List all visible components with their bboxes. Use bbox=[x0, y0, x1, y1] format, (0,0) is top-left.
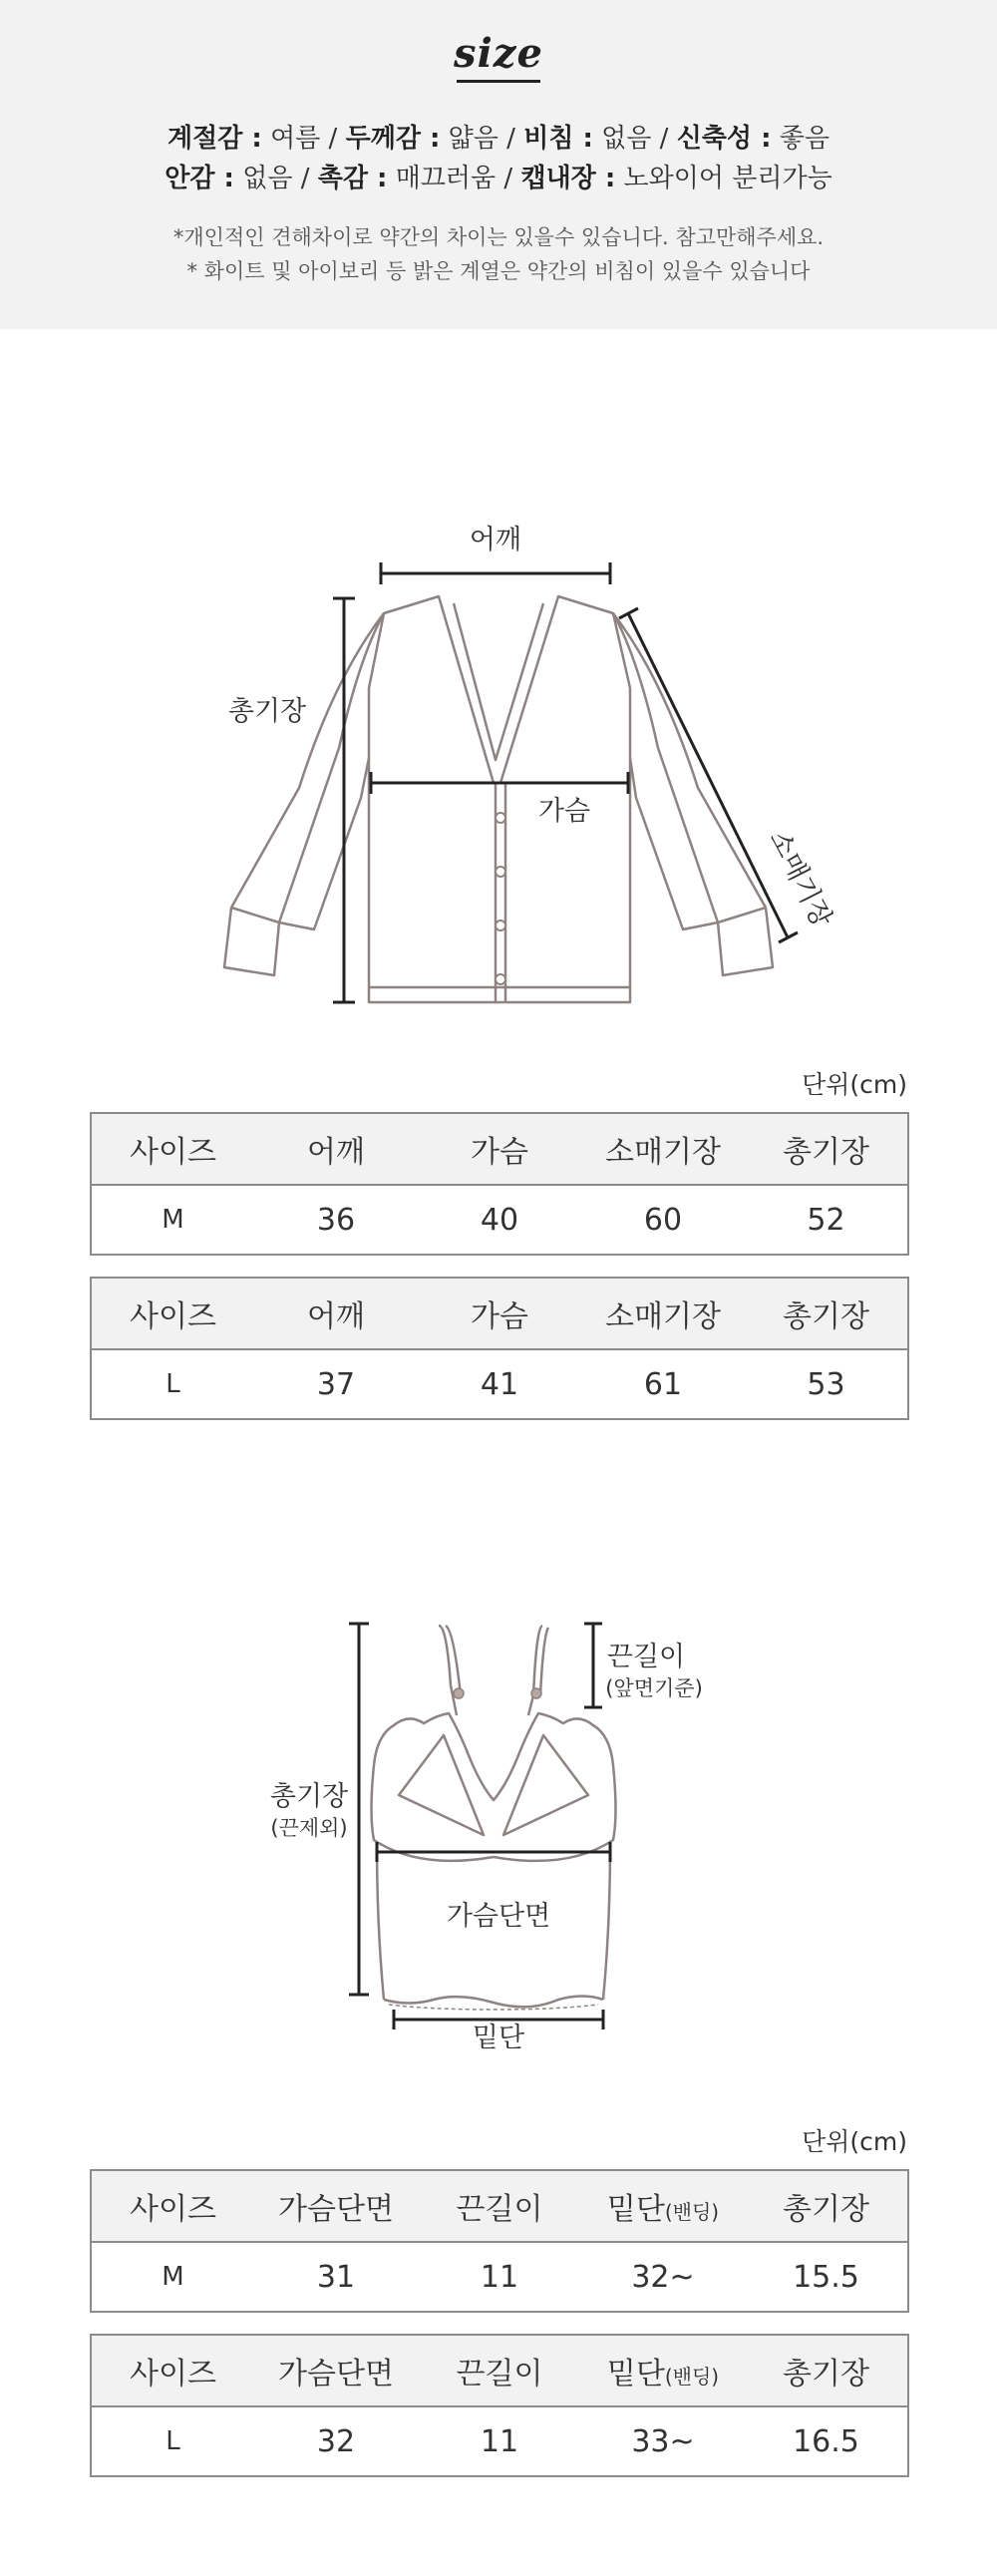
prop-lining-value: 없음 bbox=[242, 164, 293, 193]
cell-chest: 32 bbox=[254, 2406, 418, 2476]
label-cami-total: 총기장 bbox=[269, 1781, 349, 1812]
header-chest: 가슴 bbox=[418, 1278, 581, 1349]
properties-line-2: 안감 : 없음 / 촉감 : 매끄러움 / 캡내장 : 노와이어 분리가능 bbox=[165, 164, 832, 193]
prop-touch-key: 촉감 : bbox=[317, 164, 388, 193]
header-hem-label: 밑단 bbox=[606, 2357, 665, 2392]
prop-stretch-key: 신축성 : bbox=[676, 124, 772, 154]
note-2: * 화이트 및 아이보리 등 밝은 계열은 약간의 비침이 있을수 있습니다 bbox=[186, 259, 811, 283]
header-hem-sub: (밴딩) bbox=[664, 2365, 720, 2389]
header-size: 사이즈 bbox=[91, 2335, 254, 2406]
header-hem-sub: (밴딩) bbox=[664, 2200, 720, 2224]
cardigan-illustration bbox=[0, 499, 997, 1017]
header-total: 총기장 bbox=[745, 2335, 908, 2406]
label-sleeve: 소매기장 bbox=[763, 825, 838, 932]
cell-size: M bbox=[91, 1185, 254, 1255]
label-shoulder: 어깨 bbox=[469, 525, 522, 555]
cardigan-unit: 단위(cm) bbox=[802, 1070, 907, 1099]
table-header-row bbox=[91, 1278, 908, 1349]
cell-shoulder: 37 bbox=[254, 1349, 418, 1419]
header-total: 총기장 bbox=[745, 2170, 908, 2242]
header-chest: 가슴 bbox=[418, 1113, 581, 1185]
label-hem: 밑단 bbox=[472, 2023, 525, 2053]
cell-total: 52 bbox=[745, 1185, 908, 1255]
header-hem-label: 밑단 bbox=[606, 2192, 665, 2227]
prop-cup-key: 캡내장 : bbox=[520, 164, 616, 193]
prop-lining-key: 안감 : bbox=[165, 164, 234, 193]
cell-shoulder: 36 bbox=[254, 1185, 418, 1255]
prop-sheer-value: 없음 bbox=[601, 124, 652, 154]
table-header-row bbox=[91, 2335, 908, 2406]
camisole-illustration bbox=[0, 1596, 997, 2054]
cardigan-size-table-m bbox=[90, 1112, 909, 1256]
info-box bbox=[0, 0, 997, 329]
cardigan-diagram bbox=[0, 499, 997, 1017]
header-chest: 가슴단면 bbox=[254, 2170, 418, 2242]
cell-hem: 32~ bbox=[581, 2242, 745, 2312]
camisole-size-table-m bbox=[90, 2169, 909, 2313]
header-total: 총기장 bbox=[745, 1113, 908, 1185]
cell-sleeve: 60 bbox=[581, 1185, 745, 1255]
table-row bbox=[91, 2242, 908, 2312]
label-chest: 가슴 bbox=[537, 796, 591, 827]
cell-chest: 31 bbox=[254, 2242, 418, 2312]
label-cami-chest: 가슴단면 bbox=[446, 1901, 551, 1932]
cell-strap: 11 bbox=[418, 2242, 581, 2312]
cell-total: 16.5 bbox=[745, 2406, 908, 2476]
prop-thickness-key: 두께감 : bbox=[345, 124, 441, 154]
cell-size: M bbox=[91, 2242, 254, 2312]
cell-strap: 11 bbox=[418, 2406, 581, 2476]
header-sleeve: 소매기장 bbox=[581, 1113, 745, 1185]
label-total-length: 총기장 bbox=[227, 696, 307, 727]
cardigan-size-table-l bbox=[90, 1277, 909, 1420]
prop-season-key: 계절감 : bbox=[166, 124, 262, 154]
prop-thickness-value: 얇음 bbox=[448, 124, 498, 154]
header-total: 총기장 bbox=[745, 1278, 908, 1349]
header-strap: 끈길이 bbox=[418, 2170, 581, 2242]
title-underline bbox=[457, 80, 540, 83]
size-title: size bbox=[454, 30, 543, 77]
label-cami-total-note: (끈제외) bbox=[270, 1816, 348, 1840]
prop-season-value: 여름 bbox=[270, 124, 321, 154]
table-row bbox=[91, 1349, 908, 1419]
properties-line-1: 계절감 : 여름 / 두께감 : 얇음 / 비침 : 없음 / 신축성 : 좋음 bbox=[166, 124, 830, 154]
header-size: 사이즈 bbox=[91, 2170, 254, 2242]
table-row bbox=[91, 2406, 908, 2476]
cell-total: 53 bbox=[745, 1349, 908, 1419]
header-strap: 끈길이 bbox=[418, 2335, 581, 2406]
table-row bbox=[91, 1185, 908, 1255]
table-header-row bbox=[91, 2170, 908, 2242]
cell-sleeve: 61 bbox=[581, 1349, 745, 1419]
cell-chest: 41 bbox=[418, 1349, 581, 1419]
cell-hem: 33~ bbox=[581, 2406, 745, 2476]
camisole-unit: 단위(cm) bbox=[802, 2127, 907, 2156]
cell-size: L bbox=[91, 1349, 254, 1419]
prop-touch-value: 매끄러움 bbox=[395, 164, 497, 193]
label-strap: 끈길이 bbox=[606, 1642, 686, 1672]
camisole-size-table-l bbox=[90, 2334, 909, 2477]
header-size: 사이즈 bbox=[91, 1278, 254, 1349]
prop-sheer-key: 비침 : bbox=[523, 124, 593, 154]
prop-stretch-value: 좋음 bbox=[779, 124, 830, 154]
header-chest: 가슴단면 bbox=[254, 2335, 418, 2406]
note-1: *개인적인 견해차이로 약간의 차이는 있을수 있습니다. 참고만해주세요. bbox=[172, 225, 825, 249]
header-hem bbox=[581, 2170, 745, 2242]
label-strap-note: (앞면기준) bbox=[605, 1676, 703, 1700]
camisole-diagram bbox=[0, 1596, 997, 2054]
cell-total: 15.5 bbox=[745, 2242, 908, 2312]
cell-chest: 40 bbox=[418, 1185, 581, 1255]
header-shoulder: 어깨 bbox=[254, 1278, 418, 1349]
header-hem bbox=[581, 2335, 745, 2406]
cell-size: L bbox=[91, 2406, 254, 2476]
table-header-row bbox=[91, 1113, 908, 1185]
prop-cup-value: 노와이어 분리가능 bbox=[623, 164, 832, 193]
header-shoulder: 어깨 bbox=[254, 1113, 418, 1185]
header-size: 사이즈 bbox=[91, 1113, 254, 1185]
header-sleeve: 소매기장 bbox=[581, 1278, 745, 1349]
